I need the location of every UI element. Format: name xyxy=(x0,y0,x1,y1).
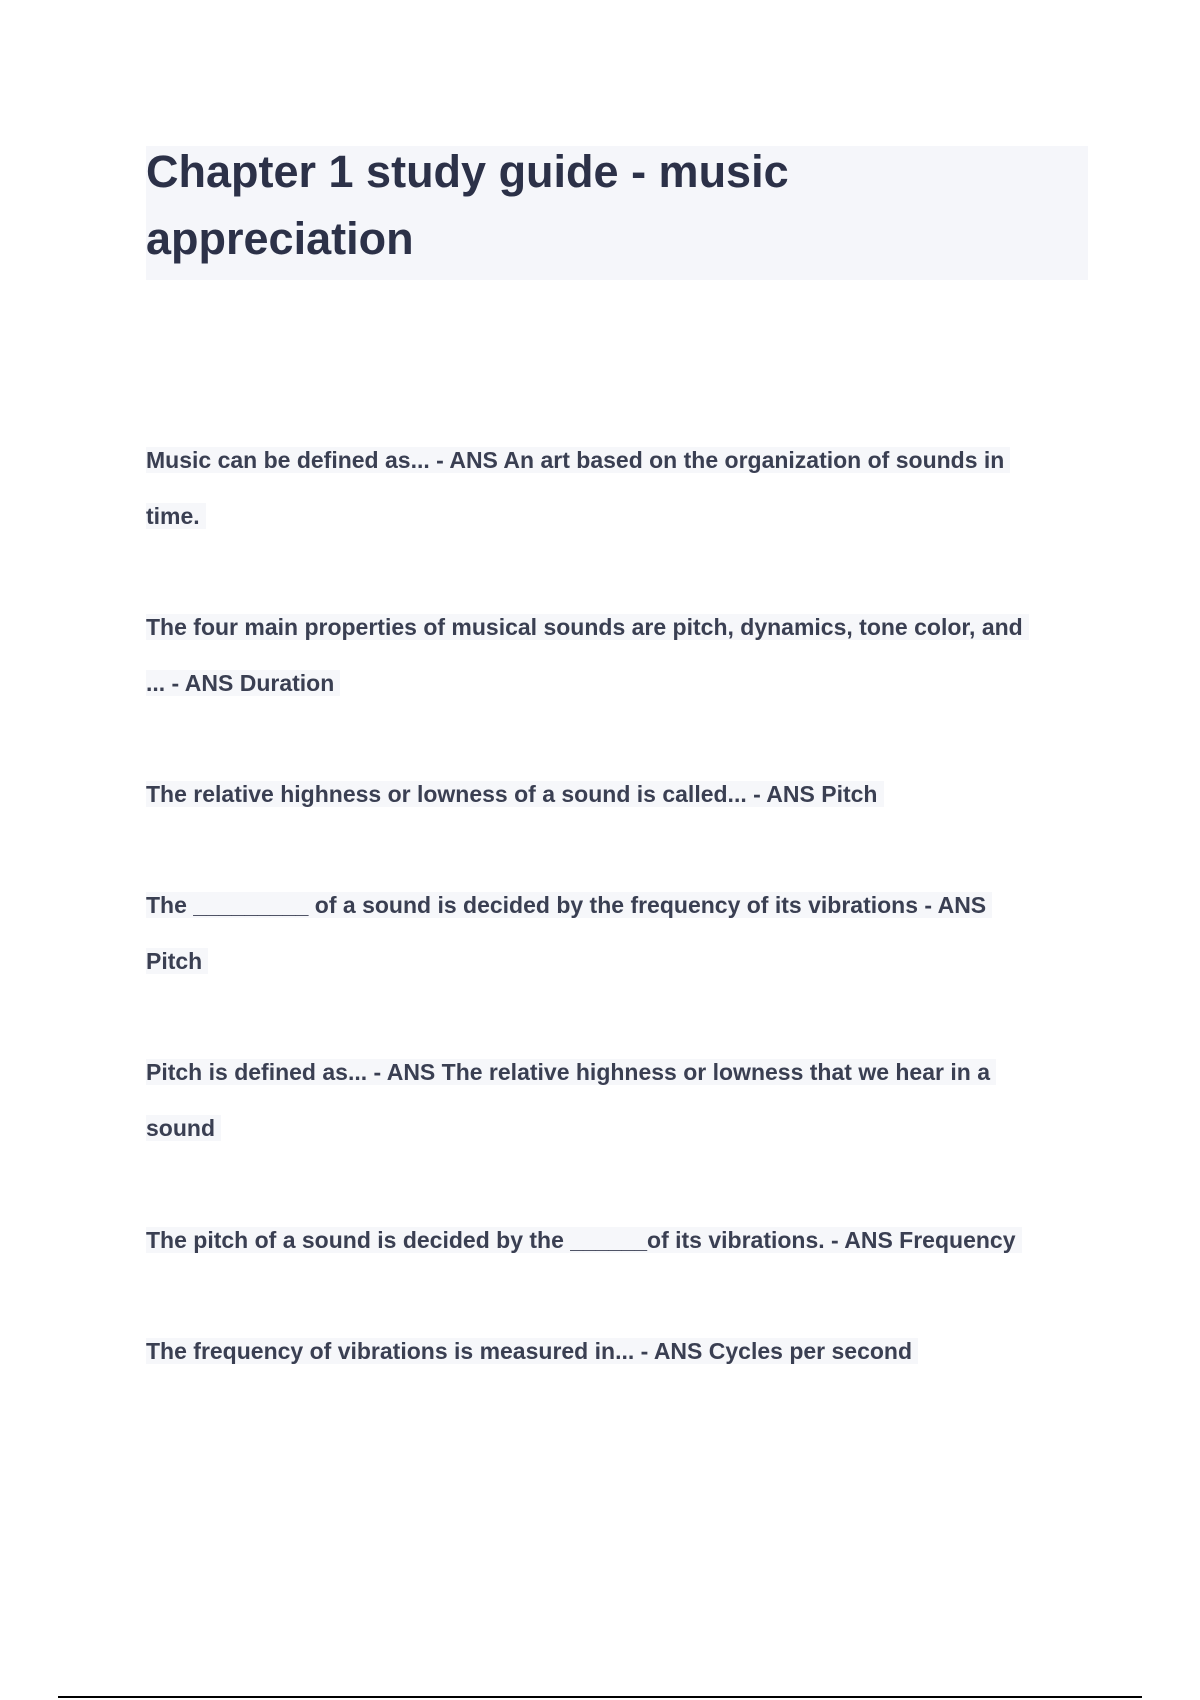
footer-rule xyxy=(58,1696,1142,1698)
qa-item-2 xyxy=(146,599,1029,711)
qa-item-3 xyxy=(146,766,884,822)
qa-item-1-line-1: Music can be defined as... - ANS An art based on the organization of sounds in xyxy=(146,447,1010,473)
qa-item-7-line-1: The frequency of vibrations is measured in... - ANS Cycles per second xyxy=(146,1338,918,1364)
qa-item-5 xyxy=(146,1044,996,1156)
page-title: Chapter 1 study guide - music appreciation xyxy=(146,146,789,264)
qa-item-6 xyxy=(146,1212,1022,1268)
qa-item-5-line-1: Pitch is defined as... - ANS The relative highness or lowness that we hear in a xyxy=(146,1059,996,1085)
qa-item-6-line-1: The pitch of a sound is decided by the ______of its vibrations. - ANS Frequency xyxy=(146,1227,1022,1253)
qa-item-1-line-2: time. xyxy=(146,503,206,529)
qa-item-4 xyxy=(146,877,992,989)
qa-item-5-line-2: sound xyxy=(146,1115,221,1141)
qa-item-2-line-2: ... - ANS Duration xyxy=(146,670,340,696)
qa-item-7 xyxy=(146,1323,918,1379)
qa-item-4-line-1: The _________ of a sound is decided by the frequency of its vibrations - ANS xyxy=(146,892,992,918)
qa-item-1 xyxy=(146,432,1010,544)
qa-item-2-line-1: The four main properties of musical sounds are pitch, dynamics, tone color, and xyxy=(146,614,1029,640)
qa-item-4-line-2: Pitch xyxy=(146,948,208,974)
qa-item-3-line-1: The relative highness or lowness of a sound is called... - ANS Pitch xyxy=(146,781,884,807)
